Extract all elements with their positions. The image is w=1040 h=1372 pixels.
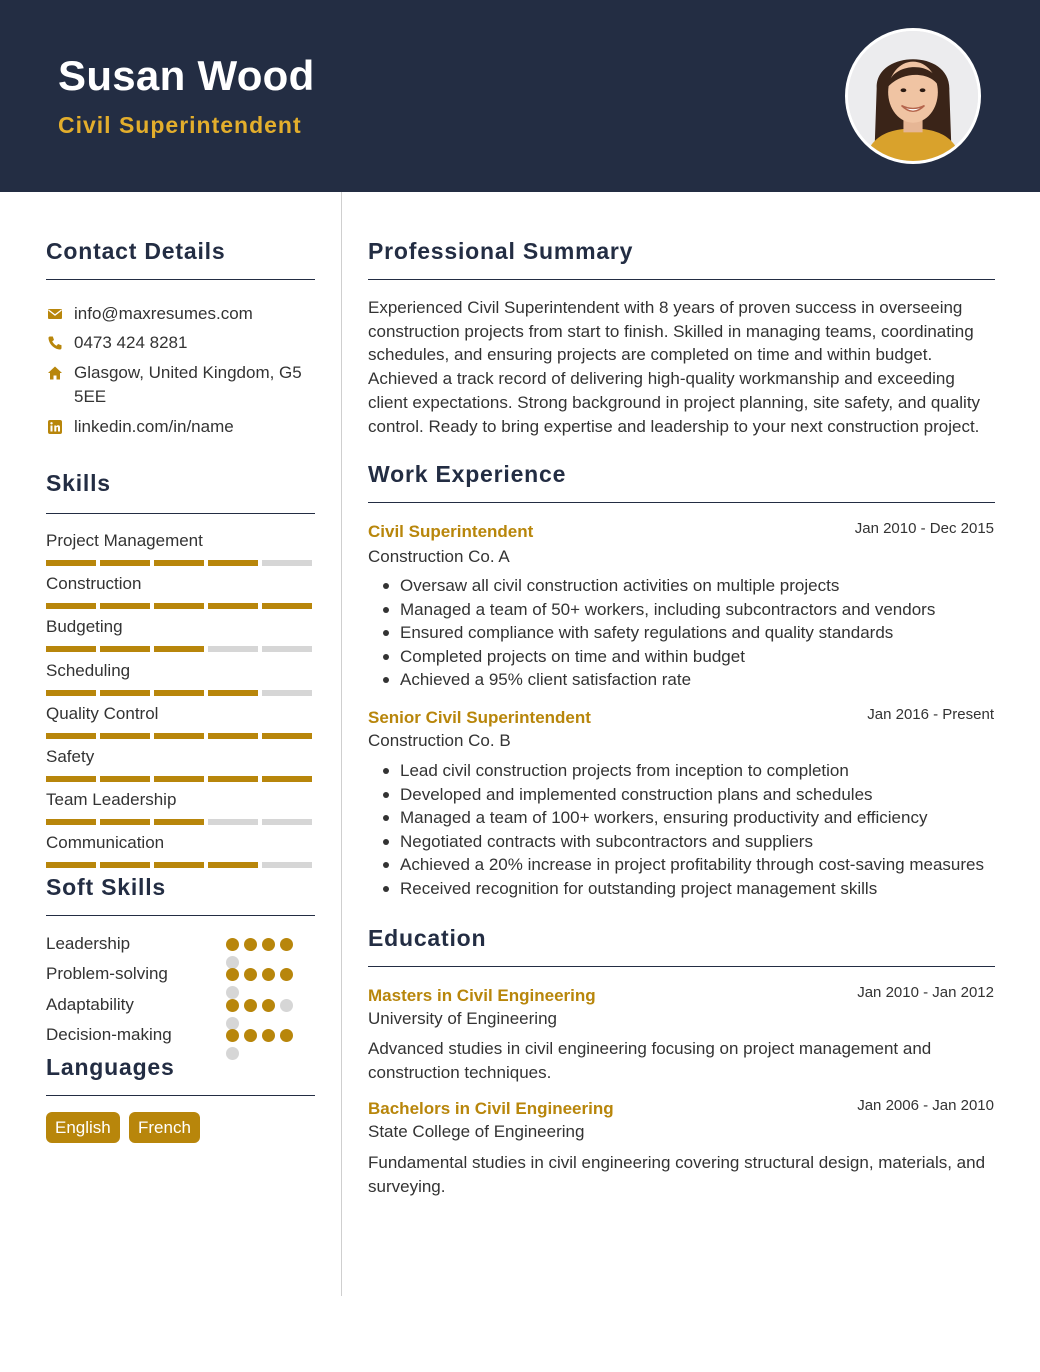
skill-level-segment [262, 776, 312, 782]
skill-level-bar [46, 603, 314, 609]
degree-description: Fundamental studies in civil engineering covering structural design, materials, and surveying. [368, 1153, 986, 1196]
skill-level-segment [100, 776, 150, 782]
skill-level-segment [46, 733, 96, 739]
soft-skill-rating-dot [226, 986, 239, 999]
language-tag: English [46, 1112, 120, 1143]
skill-level-segment [154, 776, 204, 782]
degree-title: Masters in Civil Engineering [368, 986, 596, 1005]
soft-skill-rating-dot [244, 1029, 257, 1042]
soft-skill-rating-dot [262, 999, 275, 1012]
skill-level-segment [100, 560, 150, 566]
contact-heading: Contact Details [46, 238, 226, 264]
soft-skill-rating-dot [244, 999, 257, 1012]
job-bullets [380, 574, 990, 692]
education-rule [368, 966, 995, 967]
skill-label: Safety [46, 747, 95, 766]
soft-skill-rating-dot [244, 938, 257, 951]
languages-heading: Languages [46, 1054, 175, 1080]
experience-rule [368, 502, 995, 503]
soft-skill-rating-dot [262, 968, 275, 981]
list-item: Oversaw all civil construction activities on multiple projects [380, 574, 990, 598]
skill-level-segment [208, 819, 258, 825]
skill-level-segment [208, 560, 258, 566]
list-item: Negotiated contracts with subcontractors and suppliers [380, 830, 990, 854]
soft-skill-rating-dot [226, 968, 239, 981]
skill-level-segment [262, 603, 312, 609]
skill-level-segment [154, 690, 204, 696]
skill-label: Communication [46, 833, 165, 852]
skill-level-segment [46, 819, 96, 825]
resume-header [0, 0, 1040, 192]
skill-level-segment [262, 819, 312, 825]
list-item: Managed a team of 100+ workers, ensuring productivity and efficiency [380, 806, 990, 830]
list-item: Lead civil construction projects from inception to completion [380, 759, 990, 783]
envelope-icon [46, 302, 64, 326]
person-portrait-icon [848, 31, 978, 161]
soft-skill-rating-dot [280, 938, 293, 951]
skill-level-segment [154, 603, 204, 609]
skill-level-bar [46, 733, 314, 739]
soft-skill-label: Leadership [46, 934, 131, 953]
job-company: Construction Co. B [368, 731, 511, 750]
skill-label: Team Leadership [46, 790, 177, 809]
list-item: Achieved a 20% increase in project profitability through cost-saving measures [380, 853, 990, 877]
soft-skill-rating-dot [262, 938, 275, 951]
skill-level-segment [100, 733, 150, 739]
skill-level-bar [46, 646, 314, 652]
job-bullets [380, 759, 990, 900]
skills-rule [46, 513, 315, 514]
soft-skills-heading: Soft Skills [46, 874, 166, 900]
skill-level-segment [262, 690, 312, 696]
soft-skill-label: Adaptability [46, 995, 134, 1014]
list-item: Achieved a 95% client satisfaction rate [380, 668, 990, 692]
skill-level-bar [46, 560, 314, 566]
skill-level-bar [46, 819, 314, 825]
address-line-1: Glasgow, United Kingdom, G5 [74, 363, 302, 382]
soft-skill-label: Problem-solving [46, 964, 168, 983]
linkedin-text[interactable]: linkedin.com/in/name [74, 417, 234, 436]
contact-rule [46, 279, 315, 280]
soft-skill-rating-dot [226, 938, 239, 951]
soft-skill-rating-dot [280, 999, 293, 1012]
experience-heading: Work Experience [368, 461, 567, 487]
column-divider [341, 192, 342, 1296]
job-dates: Jan 2010 - Dec 2015 [854, 520, 994, 537]
languages-rule [46, 1095, 315, 1096]
skill-level-segment [208, 603, 258, 609]
skill-level-segment [100, 862, 150, 868]
school-name: State College of Engineering [368, 1122, 585, 1141]
soft-skill-label: Decision-making [46, 1025, 172, 1044]
skill-label: Budgeting [46, 617, 123, 636]
skill-level-segment [154, 862, 204, 868]
contact-address [46, 361, 302, 409]
soft-skill-rating-dot [280, 968, 293, 981]
phone-text[interactable]: 0473 424 8281 [74, 333, 188, 352]
soft-skills-rule [46, 915, 315, 916]
list-item: Developed and implemented construction plans and schedules [380, 783, 990, 807]
skills-heading: Skills [46, 470, 111, 496]
skill-level-segment [208, 690, 258, 696]
job-title: Senior Civil Superintendent [368, 708, 591, 727]
skill-level-segment [100, 646, 150, 652]
skill-level-segment [208, 646, 258, 652]
skill-level-segment [100, 690, 150, 696]
skill-level-segment [100, 603, 150, 609]
skill-level-segment [46, 862, 96, 868]
degree-dates: Jan 2006 - Jan 2010 [857, 1097, 994, 1114]
skill-label: Scheduling [46, 661, 131, 680]
skill-level-segment [100, 819, 150, 825]
skill-level-segment [208, 733, 258, 739]
profile-photo [845, 28, 981, 164]
skill-level-segment [46, 776, 96, 782]
skill-level-segment [154, 646, 204, 652]
skill-level-segment [262, 862, 312, 868]
skill-level-segment [46, 690, 96, 696]
skill-level-segment [154, 733, 204, 739]
skill-level-segment [262, 560, 312, 566]
job-title: Civil Superintendent [368, 522, 534, 541]
linkedin-icon [46, 415, 64, 439]
soft-skill-rating-dot [280, 1029, 293, 1042]
list-item: Ensured compliance with safety regulations and quality standards [380, 621, 990, 645]
skill-level-segment [154, 560, 204, 566]
summary-rule [368, 279, 995, 280]
degree-title: Bachelors in Civil Engineering [368, 1099, 614, 1118]
language-tag: French [129, 1112, 200, 1143]
degree-dates: Jan 2010 - Jan 2012 [857, 984, 994, 1001]
skill-level-segment [46, 603, 96, 609]
soft-skill-rating-dot [226, 1029, 239, 1042]
skill-level-bar [46, 776, 314, 782]
home-icon [46, 361, 64, 385]
email-text[interactable]: info@maxresumes.com [74, 304, 253, 323]
list-item: Completed projects on time and within budget [380, 645, 990, 669]
skill-level-segment [154, 819, 204, 825]
skill-level-bar [46, 862, 314, 868]
list-item: Managed a team of 50+ workers, including subcontractors and vendors [380, 598, 990, 622]
candidate-title: Civil Superintendent [58, 112, 302, 138]
skill-level-segment [46, 560, 96, 566]
list-item: Received recognition for outstanding project management skills [380, 877, 990, 901]
skill-label: Project Management [46, 531, 203, 550]
skill-level-segment [208, 776, 258, 782]
skill-level-segment [262, 646, 312, 652]
skill-label: Quality Control [46, 704, 159, 723]
phone-icon [46, 331, 64, 355]
summary-heading: Professional Summary [368, 238, 634, 264]
skill-label: Construction [46, 574, 142, 593]
contact-phone[interactable] [46, 331, 187, 355]
degree-description: Advanced studies in civil engineering focusing on project management and construction techniques. [368, 1039, 932, 1082]
soft-skill-rating-dot [226, 1047, 239, 1060]
job-company: Construction Co. A [368, 547, 510, 566]
soft-skill-rating-dot [262, 1029, 275, 1042]
contact-linkedin[interactable] [46, 415, 234, 439]
skill-level-bar [46, 690, 314, 696]
soft-skill-rating-dot [226, 999, 239, 1012]
soft-skill-rating-dot [244, 968, 257, 981]
skill-level-segment [262, 733, 312, 739]
address-line-2: 5EE [74, 387, 107, 406]
education-heading: Education [368, 925, 487, 951]
school-name: University of Engineering [368, 1009, 557, 1028]
contact-email[interactable] [46, 302, 253, 326]
summary-text: Experienced Civil Superintendent with 8 years of proven success in overseeing construction projects from start to finish. Skilled in managing teams, coordinating schedules, and ensuring projects are completed on time and within budget. Achieved a track record of delivering high-quality workmanship and exceeding client expectations. Strong background in project planning, site safety, and quality control. Ready to bring expertise and leadership to your next construction project. [368, 298, 981, 436]
skill-level-segment [208, 862, 258, 868]
job-dates: Jan 2016 - Present [867, 706, 994, 723]
candidate-name: Susan Wood [58, 52, 315, 99]
skill-level-segment [46, 646, 96, 652]
